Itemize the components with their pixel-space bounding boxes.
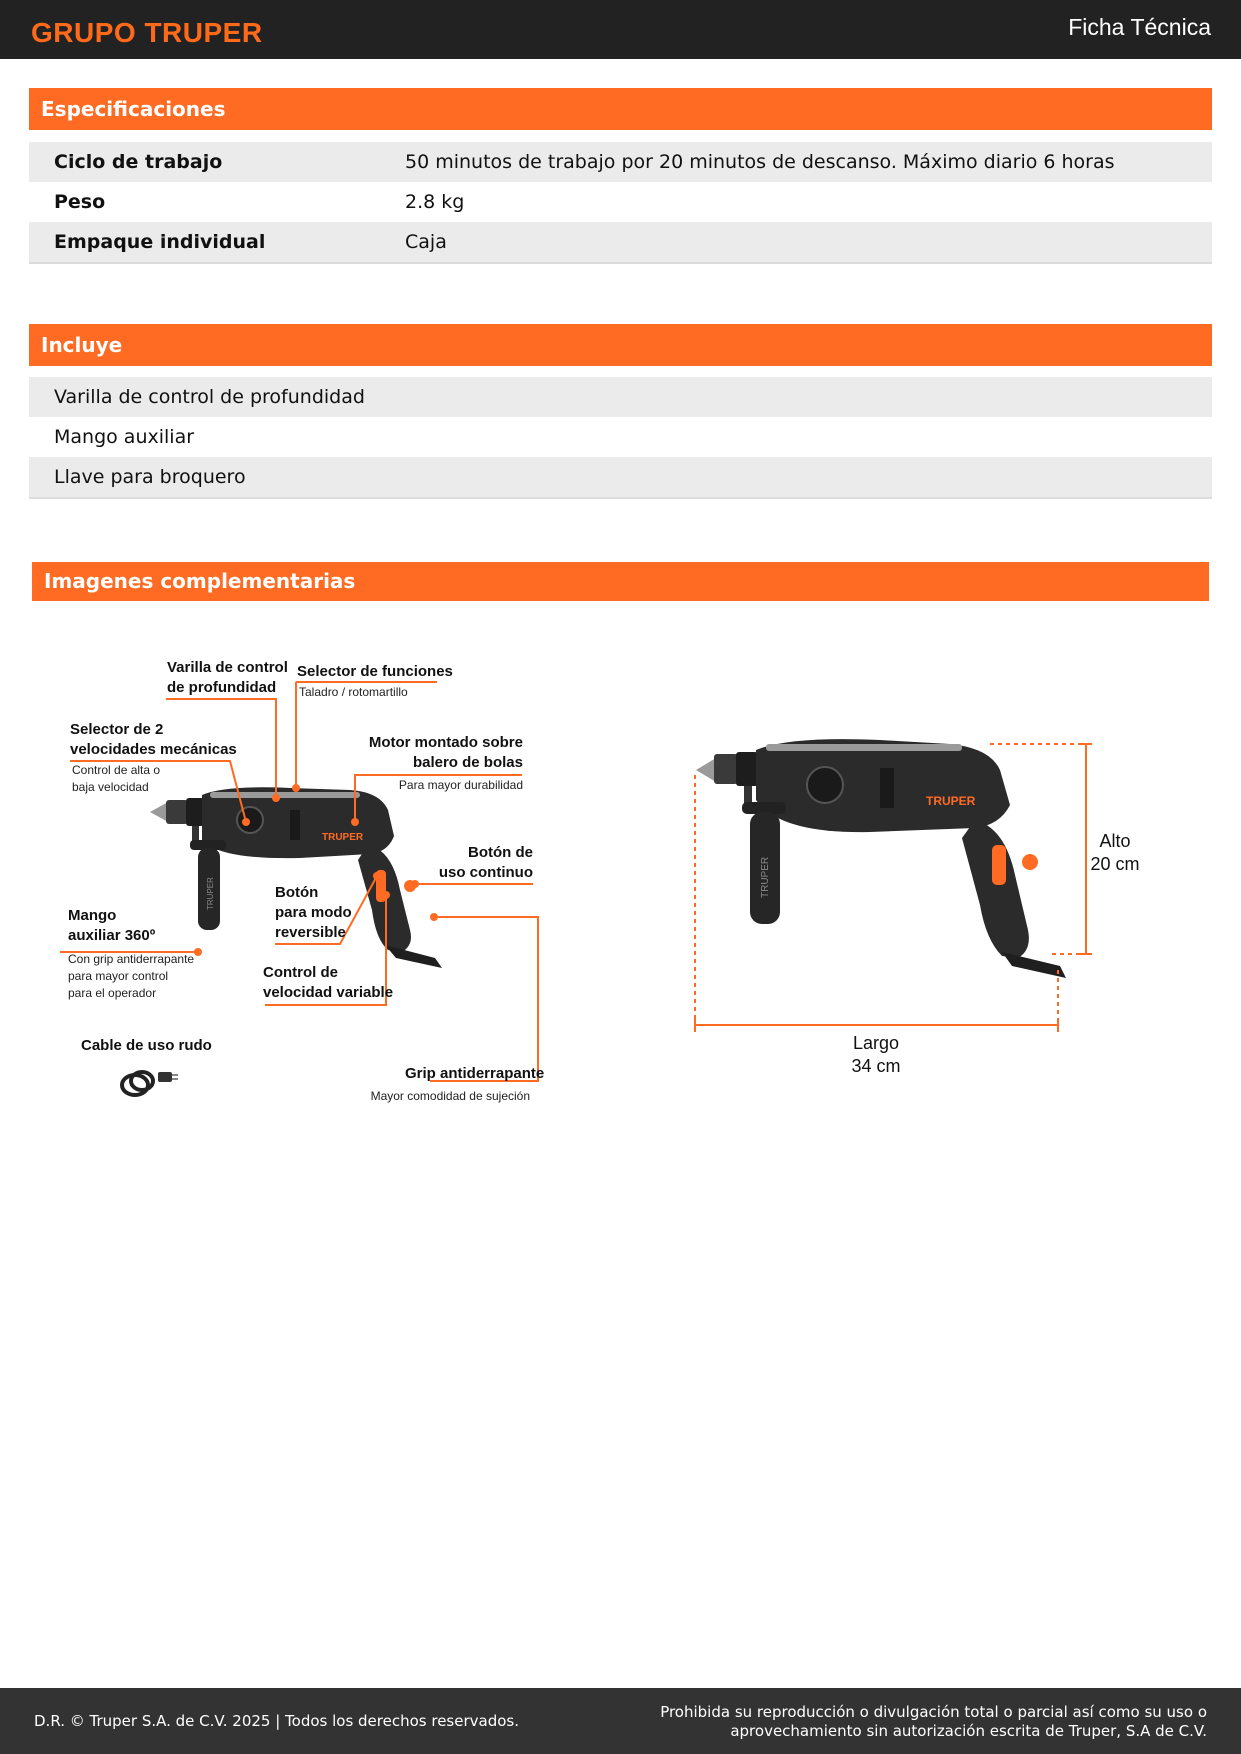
callout-control-velocidad: Control de velocidad variable [263, 964, 394, 1001]
callout-boton-continuo: Botón de uso continuo [438, 844, 533, 881]
include-item [29, 457, 1212, 497]
images-heading: Imagenes complementarias [32, 562, 1209, 601]
callout-motor: Motor montado sobre balero de bolas [368, 734, 523, 771]
dimension-alto: Alto 20 cm [1090, 831, 1140, 874]
include-item-text: Mango auxiliar [54, 426, 195, 448]
include-item [29, 377, 1212, 417]
complementary-images [50, 640, 1190, 1120]
drill-brand-text: TRUPER [322, 832, 364, 843]
spec-label: Peso [54, 191, 106, 213]
include-item [29, 417, 1212, 457]
aux-handle-brand-text: TRUPER [760, 856, 771, 898]
includes-heading: Incluye [29, 324, 1212, 366]
spec-row [29, 182, 1212, 222]
spec-label: Empaque individual [54, 231, 266, 253]
callout-cable: Cable de uso rudo [81, 1037, 212, 1054]
callout-selector-velocidades: Selector de 2 velocidades mecánicas [70, 721, 237, 758]
spec-row [29, 222, 1212, 262]
drill-brand-text: TRUPER [926, 794, 976, 808]
specifications-heading: Especificaciones [29, 88, 1212, 130]
footer-copyright: D.R. © Truper S.A. de C.V. 2025 | Todos los derechos reservados. [34, 1712, 519, 1730]
dimension-largo: Largo 34 cm [851, 1033, 901, 1076]
spec-label: Ciclo de trabajo [54, 151, 223, 173]
callout-grip: Grip antiderrapante [405, 1065, 545, 1082]
callout-boton-reversible: Botón para modo reversible [275, 884, 352, 941]
callout-grip-sub: Mayor comodidad de sujeción [370, 1089, 530, 1103]
footer-legal: Prohibida su reproducción o divulgación total o parcial así como su uso o aprovechamiento sin autorización escrita de Truper, S.A de C.V. [660, 1703, 1207, 1740]
product-illustration [50, 640, 1190, 1120]
aux-handle-brand-text: TRUPER [206, 877, 215, 910]
spec-value: 2.8 kg [405, 191, 465, 213]
callout-selector-funciones: Selector de funciones [297, 663, 453, 680]
drill-right [696, 739, 1066, 978]
include-item-text: Llave para broquero [54, 466, 246, 488]
top-header [0, 0, 1241, 59]
spec-value: 50 minutos de trabajo por 20 minutos de descanso. Máximo diario 6 horas [405, 151, 1115, 173]
brand-logo: GRUPO TRUPER [31, 17, 263, 48]
callout-varilla: Varilla de control de profundidad [167, 659, 288, 696]
callout-motor-sub: Para mayor durabilidad [398, 778, 523, 792]
callout-selector-velocidades-sub: Control de alta o baja velocidad [72, 763, 161, 794]
table-divider [29, 497, 1212, 499]
include-item-text: Varilla de control de profundidad [54, 386, 365, 408]
spec-row [29, 142, 1212, 182]
callout-mango-sub: Con grip antiderrapante para mayor control para el operador [68, 952, 195, 1000]
document-title: Ficha Técnica [1068, 14, 1211, 40]
spec-value: Caja [405, 231, 447, 253]
page-footer [0, 1688, 1241, 1754]
callout-selector-funciones-sub: Taladro / rotomartillo [299, 685, 408, 699]
callout-mango: Mango auxiliar 360º [68, 907, 156, 944]
table-divider [29, 262, 1212, 264]
